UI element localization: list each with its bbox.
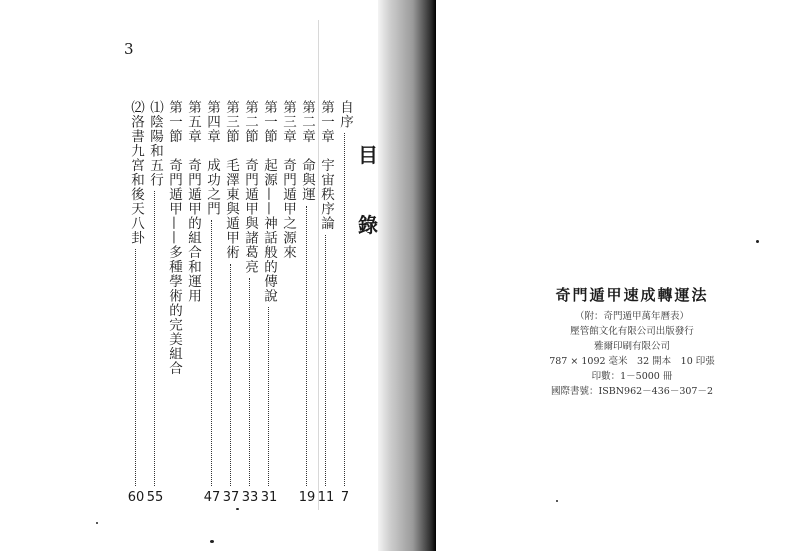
- scan-speck: [96, 522, 98, 524]
- toc-leader-dots: [325, 235, 326, 486]
- toc-entry: [145, 100, 165, 510]
- colophon-page: [436, 0, 793, 551]
- toc-entry-page: 7: [340, 490, 350, 505]
- toc-leader-dots: [268, 307, 269, 486]
- toc-entry-page: 60: [127, 490, 145, 505]
- colophon-line: 787 × 1092 毫米 32 開本 10 印張: [549, 356, 715, 367]
- book-title: 奇門遁甲速成轉運法: [555, 286, 709, 304]
- toc-entry-title: 第二節 奇門遁甲與諸葛亮: [242, 100, 258, 274]
- toc-heading-char: 錄: [358, 213, 378, 237]
- toc-entry-page: 47: [203, 490, 221, 505]
- toc-heading-char: 目: [358, 143, 378, 167]
- toc-entry-title: 第二章 命與運: [299, 100, 315, 202]
- toc-entry: [259, 100, 279, 510]
- toc-entry: [202, 100, 222, 510]
- scan-speck: [756, 240, 759, 243]
- toc-entry-title: 第一節 奇門遁甲——多種學術的完美組合: [166, 100, 182, 376]
- toc-leader-dots: [135, 249, 136, 486]
- toc-leader-dots: [154, 191, 155, 486]
- toc-entry: [221, 100, 241, 510]
- scan-speck: [556, 500, 558, 502]
- toc-entry-page: 19: [298, 490, 316, 505]
- toc-heading: [356, 120, 380, 260]
- toc-entry-page: 33: [241, 490, 259, 505]
- colophon-line: 印數：1－5000 冊: [591, 371, 673, 382]
- colophon-line: 國際書號：ISBN962－436－307－2: [551, 386, 713, 397]
- toc-entry: [164, 100, 184, 510]
- book-gutter-shadow: [378, 0, 436, 551]
- toc-entry: [240, 100, 260, 510]
- toc-entry-page: 55: [146, 490, 164, 505]
- colophon-line: 雅爾印刷有限公司: [593, 341, 670, 352]
- toc-entry-page: 37: [222, 490, 240, 505]
- toc-entry-title: 第四章 成功之門: [204, 100, 220, 216]
- toc-entry-title: ⑵洛書九宮和後天八卦: [128, 100, 144, 245]
- toc-entry-title: 第三章 奇門遁甲之源來: [280, 100, 296, 260]
- scan-speck: [210, 540, 214, 543]
- scan-speck: [236, 508, 239, 510]
- toc-entry-title: 第一章 宇宙秩序論: [318, 100, 334, 231]
- toc-entry-title: 自序: [337, 100, 353, 129]
- toc-entry: [278, 100, 298, 510]
- colophon-block: [522, 284, 742, 399]
- colophon-line: （附：奇門遁甲萬年曆表）: [574, 311, 689, 322]
- toc-entry-title: 第三節 毛澤東與遁甲術: [223, 100, 239, 260]
- toc-entry-page: 31: [260, 490, 278, 505]
- toc-entry-title: ⑴陰陽和五行: [147, 100, 163, 187]
- page-number: 3: [124, 40, 135, 58]
- toc-entry: [316, 100, 336, 510]
- toc-entry-title: 第五章 奇門遁甲的組合和運用: [185, 100, 201, 303]
- toc-entry-title: 第一節 起源——神話般的傳說: [261, 100, 277, 303]
- toc-entry: [183, 100, 203, 510]
- toc-entry: [335, 100, 355, 510]
- colophon-line: 壓管館文化有限公司出版發行: [570, 326, 694, 337]
- toc-leader-dots: [306, 206, 307, 486]
- toc-entry: [297, 100, 317, 510]
- toc-leader-dots: [230, 264, 231, 486]
- toc-leader-dots: [344, 133, 345, 486]
- toc-leader-dots: [211, 220, 212, 486]
- toc-leader-dots: [249, 278, 250, 486]
- toc-entry-page: 11: [317, 490, 335, 505]
- toc-entry: [126, 100, 146, 510]
